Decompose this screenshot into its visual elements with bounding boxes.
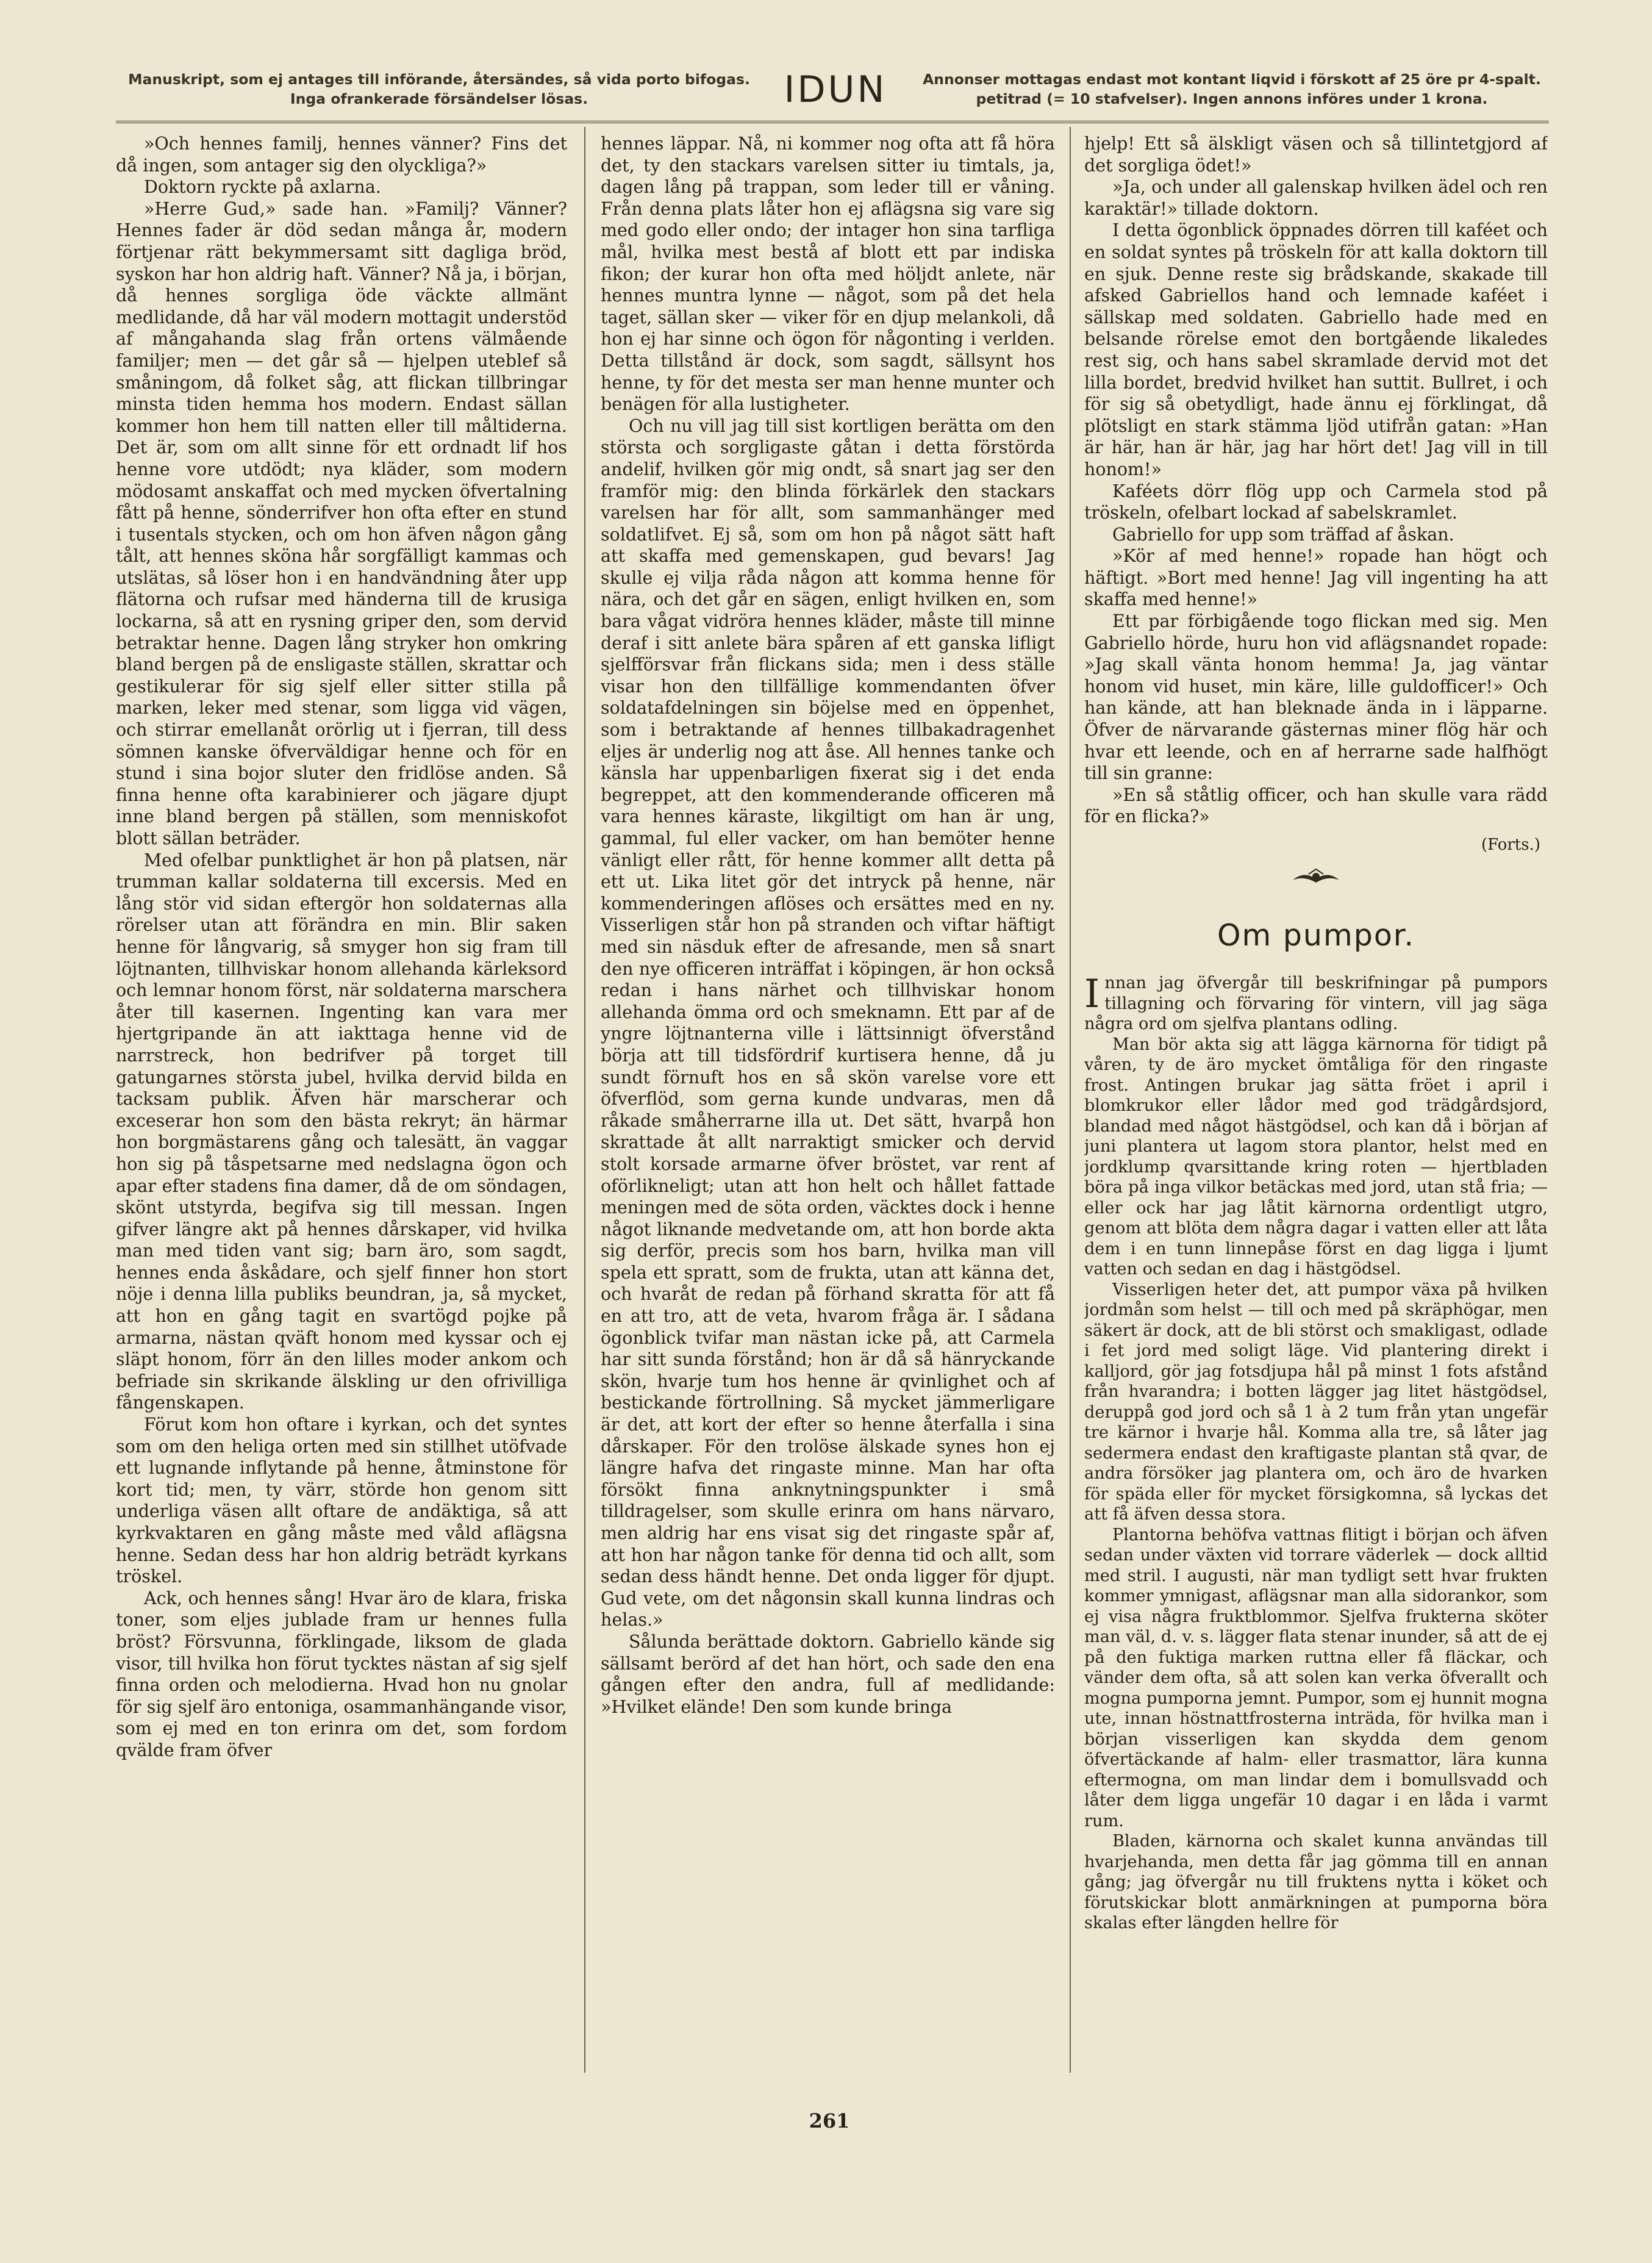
paragraph: Och nu vill jag till sist kortligen berätta om den största och sorgligaste gåtan i detta förstörda andelif, hvilken gör mig ondt, så snart jag ser den framför mig: den blinda förkärlek den stackars varelsen har för allt, som sammanhänger med soldatlifvet. Ej så, som om hon på något sätt haft att skaffa med gemenskapen, gud bevars! Jag skulle ej vilja råda någon att komma henne för nära, och det går en sägen, enligt hvilken en, som bara vågat vidröra hennes kläder, måste till minne deraf i sitt anlete bära spåren af ett ganska lifligt sjelfförsvar från flickans sida; men i dess ställe visar hon den tillfällige kommendanten öfver soldatafdelningen sin böjelse med en öppenhet, som i betraktande af hennes tillbakadragenhet eljes är underlig nog att åse. All hennes tanke och känsla har uppenbarligen fixerat sig i det enda begreppet, att den kommenderande officeren må vara hennes käraste, likgiltigt om han är ung, gammal, ful eller vacker, om han bemöter henne vänligt eller rått, för henne kommer allt detta på ett ut. Lika litet gör det intryck på henne, när kommenderingen aflöses och ersättes med en ny. Visserligen står hon på stranden och viftar häftigt med sin näsduk efter de afresande, men så snart den nye officeren inträffat i köpingen, är hon också redan i hans närhet och tillhviskar honom allehanda ömma ord och smeknamn. Ett par af de yngre löjtnanterna ville i lättsinnigt öfverstånd börja att till tidsfördrif kurtisera henne, då ju sundt förnuft hos en så skön varelse vore ett öfverflöd, som gerna kunde undvaras, men då råkade småherrarne illa ut. Det sätt, hvarpå hon skrattade åt allt narraktigt smicker och dervid stolt korsade armarne öfver bröstet, var rent af oförlikneligt; utan att hon helt och hållet fattade meningen med de söta orden, väcktes dock i henne något liknande medvetande om, att hon borde akta sig derför, precis som hos barn, hvilka man vill spela ett spratt, som de frukta, utan att känna det, och hvaråt de redan på förhand skratta för att få en att tro, att de veta, hvarom fråga är. I sådana ögonblick tvifar man nästan icke på, att Carmela har sitt sunda förstånd; hon är då så hänryckande skön, hvarje tum hos henne är qvinlighet och af bestickande förtrollning. Så mycket jämmerligare är det, att kort der efter so henne återfalla i sina dårskaper. För den trolöse älskade synes hon ej längre hafva det ringaste minne. Man har ofta försökt finna anknytningspunkter i små tilldragelser, som skulle erinra om hans närvaro, men aldrig har ens visat sig det ringaste spår af, att hon har någon tanke för denna tid och allt, som sedan dess händt henne. Det onda ligger för djupt. Gud vete, om det någonsin skall kunna lindras och helas.»	[601, 415, 1055, 1630]
paragraph: Doktorn ryckte på axlarna.	[144, 177, 381, 198]
paragraph: I detta ögonblick öppnades dörren till kaféet och en soldat syntes på tröskeln för att kalla doktorn till en sjuk. Denne reste sig brådskande, skakade till afsked Gabriellos hand och lemnade kaféet i sällskap med soldaten. Gabriello hade med en belsande rörelse emot den bortgående likaledes rest sig, och hans sabel skramlade dervid mot det lilla bordet, bredvid hvilket han suttit. Bullret, i och för sig så obetydligt, hade ännu ej förklingat, då plötsligt en stark stämma ljöd utifrån gatan: »Han är här, han är här, jag har hört det! Jag vill in till honom!»	[1084, 220, 1548, 479]
paragraph: Med ofelbar punktlighet är hon på platsen, när trumman kallar soldaterna till excersis. Med en lång stör vid sidan eftergör hon soldaternas alla rörelser utan att förändra en min. Blir saken henne för långvarig, så smyger hon sig fram till löjtnanten, tillhviskar honom allehanda kärleksord och lemnar honom först, när soldaterna marschera åter till kasernen. Ingenting kan vara mer hjertgripande än att iakttaga henne vid de narrstreck, hon bedrifver på torget till gatungarnes största jubel, hvilka dervid bilda en tacksam publik. Äfven här marscherar och exceserar hon som den bästa rekryt; än härmar hon borgmästarens gång och talesätt, än vaggar hon sig på tåspetsarne med nedslagna ögon och apar efter stadens fina damer, då de om söndagen, skönt utstyrda, begifva sig till messan. Ingen gifver längre akt på hennes dårskaper, vid hvilka man med tiden vant sig; barn äro, som sagdt, hennes enda åskådare, och sjelf finner hon stort nöje i denna lilla publiks beundran, ja, så mycket, att hon en gång tagit en svartögd pojke på armarna, nästan qväft honom med kyssar och ej släpt honom, förr än den lilles moder ankom och befriade sin skrikande älskling ur den ofrivilliga fångenskapen.	[116, 850, 567, 1413]
paragraph: »Ja, och under all galenskap hvilken ädel och ren karaktär!» tillade doktorn.	[1084, 177, 1548, 219]
paragraph: Förut kom hon oftare i kyrkan, och det syntes som om den heliga orten med sin stillhet utöfvade ett lugnande inflytande på henne, åtminstone för kort tid; men, ty värr, störde hon genom sitt underliga väsen allt oftare de andäktiga, så att kyrkvaktaren en gång måste med våld aflägsna henne. Sedan dess har hon aldrig beträdt kyrkans tröskel.	[116, 1415, 567, 1587]
advertising-notice: Annonser mottagas endast mot kontant liqvid i förskott af 25 öre pr 4-spalt. petitrad (= 10 stafvelser). Ingen annons införes under 1 krona.	[923, 71, 1541, 107]
ornament-icon	[1084, 868, 1548, 888]
paragraph: Ack, och hennes sång! Hvar äro de klara, friska toner, som eljes jublade fram ur hennes fulla bröst? Försvunna, förklingade, liksom de glada visor, till hvilka hon förut tycktes nästan af sig sjelf finna orden och melodierna. Hvad hon nu gnolar för sig sjelf äro entoniga, osammanhängande visor, som ej med en ton erinra om det, som fordom qvälde fram öfver	[116, 1588, 567, 1760]
paragraph: Ett par förbigående togo flickan med sig. Men Gabriello hörde, huru hon vid aflägsnandet ropade: »Jag skall vänta honom hemma! Ja, jag väntar honom vid huset, min käre, lille guldofficer!» Och han kände, att han bleknade ända in i läpparne. Öfver de närvarande gästernas miner flög här och hvar ett leende, och en af herrarne sade halfhögt till sin granne:	[1084, 611, 1548, 784]
drop-cap: I	[1084, 972, 1100, 1017]
paragraph: »Kör af med henne!» ropade han högt och häftigt. »Bort med henne! Jag vill ingenting ha att skaffa med henne!»	[1084, 546, 1548, 610]
paragraph: »En så ståtlig officer, och han skulle vara rädd för en flicka?»	[1084, 784, 1548, 827]
paragraph: Gabriello for upp som träffad af åskan.	[1112, 524, 1454, 545]
paragraph: »Och hennes familj, hennes vänner? Fins det då ingen, som antager sig den olyckliga?»	[116, 134, 567, 176]
paragraph: Sålunda berättade doktorn. Gabriello kände sig sällsamt berörd af det han hört, och sade den ena gången efter den andra, full af medlidande: »Hvilket elände! Den som kunde bringa	[601, 1631, 1055, 1717]
paragraph: hennes läppar. Nå, ni kommer nog ofta att få höra det, ty den stackars varelsen sitter iu timtals, ja, dagen lång på trappan, som leder till er våning. Från denna plats låter hon ej aflägsna sig vare sig med godo eller ondo; der intager hon sina tarfliga mål, hvilka mest bestå af blott ett par indiska fikon; der kurar hon ofta med höljdt anlete, när hennes muntra lynne — något, som på det hela taget, sällan sker — viker för en djup melankoli, då hon ej har sinne och ögon för någonting i verlden. Detta tillstånd är dock, som sagdt, sällsynt hos henne, ty för det mesta ser man henne munter och benägen för alla lustigheter.	[601, 134, 1055, 415]
column-3	[1084, 133, 1548, 2070]
paragraph: Kaféets dörr flög upp och Carmela stod på tröskeln, ofelbart lockad af sabelskramlet.	[1084, 481, 1548, 523]
manuscript-notice: Manuskript, som ej antages till införande, återsändes, så vida porto bifogas. Inga ofrankerade försändelser lösas.	[128, 71, 750, 107]
masthead	[116, 66, 1549, 118]
paragraph: Visserligen heter det, att pumpor växa på hvilken jordmån som helst — till och med på skräphögar, men säkert är dock, att de bli störst och smakligast, odlade i fet jord med soligt läge. Vid plantering direkt i kalljord, gör jag fotsdjupa hål på minst 1 fots afstånd från hvarandra; i botten lägger jag litet hästgödsel, deruppå god jord och så 1 à 2 tum från ytan ungefär tre kärnor i hvarje hål. Komma alla tre, så låter jag sedermera endast den kraftigaste plantan stå qvar, de andra försöker jag plantera om, och äro de hvarken för späda eller för mycket försigkomna, så lyckas det att få äfven dessa stora.	[1084, 1280, 1548, 1524]
paragraph: »Herre Gud,» sade han. »Familj? Vänner? Hennes fader är död sedan många år, modern förtjenar rätt bekymmersamt sitt dagliga bröd, syskon har hon aldrig haft. Vänner? Nå ja, i början, då hennes sorgliga öde väckte allmänt medlidande, då har väl modern mottagit understöd af mångahanda slag från ortens välmående familjer; men — det går så — hjelpen uteblef så småningom, då folket såg, att flickan tillbringar minsta tiden hemma hos modern. Endast sällan kommer hon hem till natten eller till måltiderna. Det är, som om allt sinne för ett ordnadt lif hos henne vore utdödt; nya kläder, som modern mödosamt anskaffat och med mycken öfvertalning fått på henne, sönderrifver hon ofta efter en stund i tusentals stycken, och om hon äfven någon gång tålt, att hennes sköna hår sorgfälligt kammas och utslätas, så löser hon i en handvändning åter upp flätorna och rufsar med händerna till de krusiga lockarna, så att en rysning griper den, som dervid betraktar henne. Dagen lång stryker hon omkring bland bergen på de ensligaste ställen, skrattar och gestikulerar för sig sjelf eller sitter stilla på marken, leker med stenar, som ligga vid vägen, och stirrar emellanåt orörlig ut i fjerran, till dess sömnen kanske öfverväldigar henne och för en stund i sina bojor sluter den fridlöse anden. Så finna henne ofta karabinierer och jägare djupt inne bland bergen på ställen, som menniskofot blott sällan beträder.	[116, 198, 567, 848]
paragraph: Plantorna behöfva vattnas flitigt i början och äfven sedan under växten vid torrare väderlek — dock alltid med stril. I augusti, när man tydligt sett hvar frukten kommer ymnigast, aflägsnar man alla sidorankor, som ej visa några fruktblommor. Sjelfva frukterna sköter man väl, d. v. s. lägger flata stenar inunder, så att de ej på den fuktiga marken ruttna eller få fläckar, och vänder dem ofta, så att solen kan verka öfverallt och mogna pumporna jemnt. Pumpor, som ej hunnit mogna ute, innan höstnattfrosterna inträda, för hvilka man i början visserligen kan skydda dem genom öfvertäckande af halm- eller trasmattor, lära kunna eftermogna, om man lindar dem i bomullsvadd och låter dem ligga ungefär 10 dagar i en låda i varmt rum.	[1084, 1525, 1548, 1831]
paragraph: Bladen, kärnorna och skalet kunna användas till hvarjehanda, men detta får jag gömma till en annan gång; jag öfvergår nu till fruktens nytta i köket och förutskickar blott anmärkningen at pumporna böra skalas efter längden hellre för	[1084, 1832, 1548, 1932]
page-number: 261	[809, 2109, 850, 2132]
to-be-continued: (Forts.)	[1481, 836, 1540, 854]
paragraph: Man bör akta sig att lägga kärnorna för tidigt på våren, ty de äro mycket ömtåliga för den ringaste frost. Antingen brukar jag sätta fröet i april i blomkrukor eller lådor med god trädgårdsjord, blandad med något hästgödsel, och kan då i början af juni plantera ut lagom stora plantor, helst med en jordklump qvarsittande kring roten — hjertbladen böra på inga vilkor betäckas med jord, utan stå fria; — eller ock har jag låtit kärnorna ordentligt utgro, genom att blöta dem några dagar i vatten eller att låta dem i en tunn linnepåse först en dag ligga i ljumt vatten och sedan en dag i hästgödsel.	[1084, 1035, 1548, 1279]
article-intro-text: nnan jag öfvergår till beskrifningar på pumpors tillagning och förvaring för vintern, vill jag säga några ord om sjelfva plantans odling.	[1084, 974, 1548, 1033]
header-rule	[116, 121, 1549, 123]
article-title: Om pumpor.	[1217, 918, 1415, 953]
column-divider	[584, 127, 585, 2073]
column-1	[116, 133, 567, 2070]
paragraph: hjelp! Ett så älskligt väsen och så tillintetgjord af det sorgliga ödet!»	[1084, 134, 1548, 176]
article-intro	[1084, 973, 1548, 1035]
publication-title: IDUN	[784, 68, 887, 111]
column-2	[601, 133, 1055, 2070]
column-divider	[1070, 127, 1071, 2073]
